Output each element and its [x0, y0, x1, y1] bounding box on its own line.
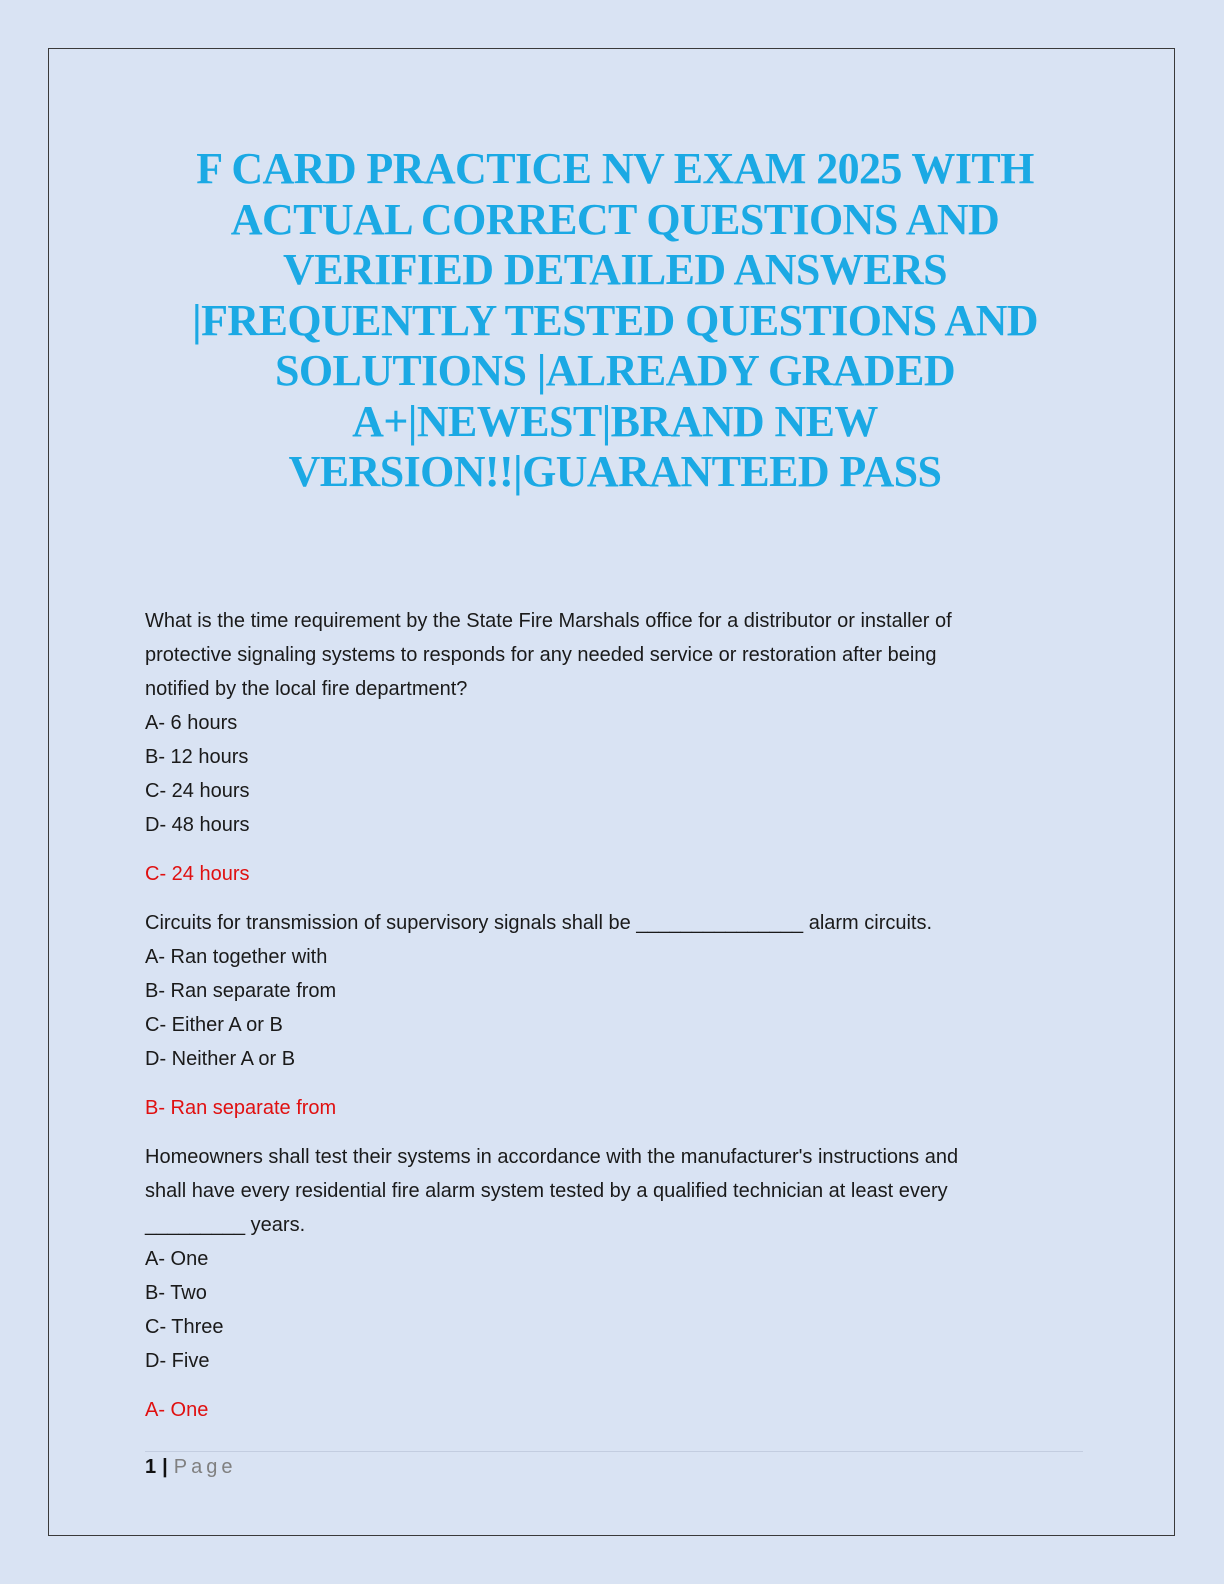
question-block	[145, 906, 1085, 1125]
question-list	[145, 604, 1085, 1442]
title-line: A+|NEWEST|BRAND NEW	[352, 396, 878, 446]
answer-option: D- Five	[145, 1350, 210, 1372]
answer-option: B- 12 hours	[145, 746, 249, 768]
question-text: Homeowners shall test their systems in accordance with the manufacturer's instructions and	[145, 1146, 959, 1168]
title-line: SOLUTIONS |ALREADY GRADED	[274, 346, 956, 395]
answer-option: A- 6 hours	[145, 712, 238, 734]
answer-option: C- Three	[145, 1316, 224, 1338]
question-text: notified by the local fire department?	[145, 678, 468, 700]
answer-option: B- Two	[145, 1282, 207, 1304]
answer-option: D- 48 hours	[145, 814, 250, 836]
title-line: F CARD PRACTICE NV EXAM 2025 WITH	[196, 144, 1034, 193]
page-footer	[145, 1454, 236, 1480]
page-number: 1	[145, 1456, 157, 1478]
answer-option: C- Either A or B	[145, 1014, 283, 1036]
title-line: |FREQUENTLY TESTED QUESTIONS AND	[192, 295, 1038, 345]
question-text: What is the time requirement by the State Fire Marshals office for a distributor or installer of	[145, 610, 952, 632]
correct-answer: C- 24 hours	[145, 863, 250, 885]
page-label: Page	[173, 1456, 237, 1478]
footer-divider	[145, 1451, 1083, 1452]
question-text: _________ years.	[145, 1214, 306, 1236]
question-text: shall have every residential fire alarm system tested by a qualified technician at least every	[145, 1180, 948, 1202]
question-block	[145, 604, 1085, 891]
title-line: VERIFIED DETAILED ANSWERS	[283, 245, 947, 294]
footer-separator: |	[162, 1456, 168, 1478]
answer-option: A- Ran together with	[145, 946, 328, 968]
title-line: VERSION!!|GUARANTEED PASS	[288, 447, 942, 496]
correct-answer: A- One	[145, 1399, 209, 1421]
title-line: ACTUAL CORRECT QUESTIONS AND	[230, 194, 1000, 244]
question-text: protective signaling systems to responds for any needed service or restoration after being	[145, 644, 937, 666]
question-text: Circuits for transmission of supervisory signals shall be _______________ alarm circuits.	[145, 912, 933, 934]
answer-option: A- One	[145, 1248, 209, 1270]
question-block	[145, 1140, 1085, 1427]
answer-option: D- Neither A or B	[145, 1048, 296, 1070]
answer-option: B- Ran separate from	[145, 980, 337, 1002]
answer-option: C- 24 hours	[145, 780, 250, 802]
correct-answer: B- Ran separate from	[145, 1097, 337, 1119]
document-title	[160, 144, 1070, 498]
